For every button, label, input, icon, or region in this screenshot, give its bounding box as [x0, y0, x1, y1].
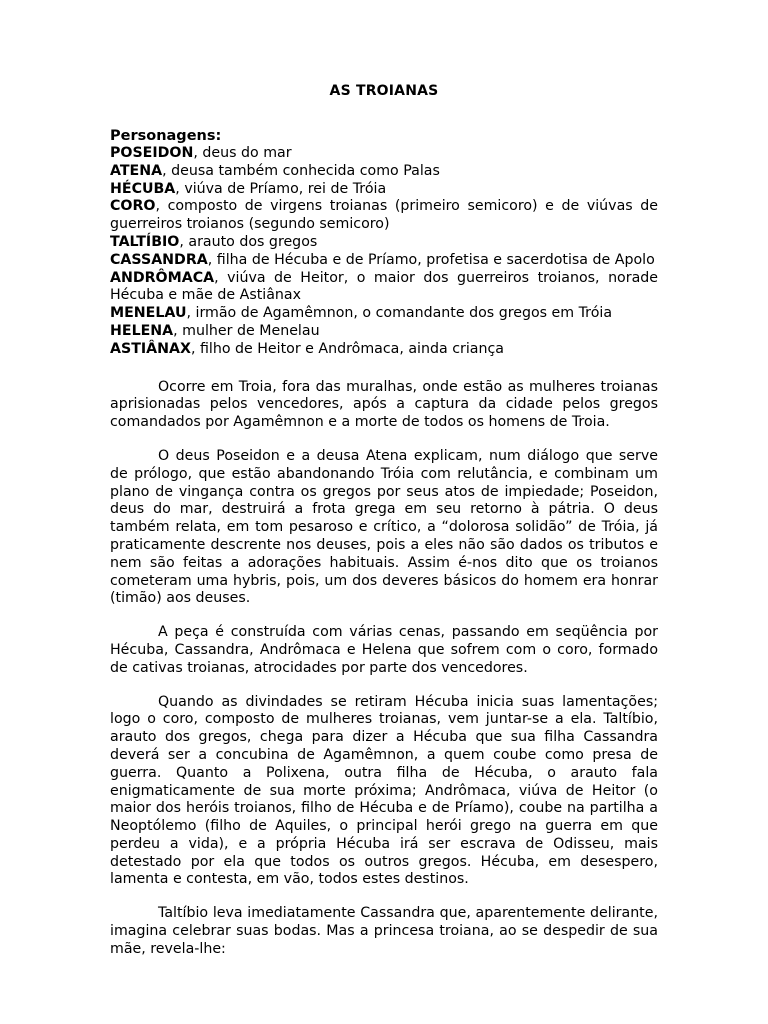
character-description: , arauto dos gregos	[179, 233, 318, 250]
character-description: , mulher de Menelau	[173, 322, 320, 339]
character-description: , filha de Hécuba e de Príamo, profetisa e sacerdotisa de Apolo	[207, 251, 655, 268]
character-name: HELENA	[110, 322, 174, 339]
character-entry	[110, 145, 658, 163]
characters-heading: Personagens:	[110, 128, 222, 144]
character-entry	[110, 305, 658, 323]
character-entry	[110, 252, 658, 270]
body-paragraph: Quando as divindades se retiram Hécuba inicia suas lamentações; logo o coro, composto de mulheres troianas, vem juntar-se a ela. Taltíbio, arauto dos gregos, chega para dizer a Hécuba que sua filha Cassandra deverá ser a concubina de Agamêmnon, a quem coube como presa de guerra. Quanto a Polixena, outra filha de Hécuba, o arauto fala enigmaticamente de sua morte próxima; Andrômaca, viúva de Heitor (o maior dos heróis troianos, filho de Hécuba e de Príamo), coube na partilha a Neoptólemo (filho de Aquiles, o principal herói grego na guerra em que perdeu a vida), e a própria Hécuba irá ser escrava de Odisseu, mais detestado por ela que todos os outros gregos. Hécuba, em desespero, lamenta e contesta, em vão, todos estes destinos.	[110, 693, 658, 888]
character-entry	[110, 163, 658, 181]
character-entry	[110, 270, 658, 306]
character-description: , viúva de Príamo, rei de Tróia	[175, 180, 387, 197]
character-name: CORO	[110, 198, 156, 215]
characters-list	[110, 145, 658, 359]
character-name: ANDRÔMACA	[110, 269, 215, 286]
character-description: , composto de virgens troianas (primeiro semicoro) e de viúvas de guerreiros troianos (segundo semicoro)	[110, 198, 658, 233]
character-description: , deus do mar	[193, 145, 292, 161]
body-paragraph: A peça é construída com várias cenas, passando em seqüência por Hécuba, Cassandra, Andrômaca e Helena que sofrem com o coro, formado de cativas troianas, atrocidades por parte dos vencedores.	[110, 624, 658, 676]
document-title: AS TROIANAS	[329, 83, 439, 99]
character-entry	[110, 341, 658, 359]
body-paragraph: O deus Poseidon e a deusa Atena explicam, num diálogo que serve de prólogo, que estão abandonando Tróia com relutância, e combinam um plano de vingança contra os gregos por seus atos de impiedade; Poseidon, deus do mar, destruirá a frota grega em seu retorno à pátria. O deus também relata, em tom pesaroso e crítico, a “dolorosa solidão” de Tróia, já praticamente descrente nos deuses, pois a eles não são dados os tributos e nem são feitas a adorações habituais. Assim é-nos dito que os troianos cometeram uma hybris, pois, um dos deveres básicos do homem era honrar (timão) aos deuses.	[110, 447, 658, 607]
character-name: CASSANDRA	[110, 251, 208, 268]
character-entry	[110, 234, 658, 252]
character-entry	[110, 198, 658, 234]
character-name: MENELAU	[110, 305, 187, 322]
character-description: , deusa também conhecida como Palas	[162, 162, 440, 179]
character-description: , filho de Heitor e Andrômaca, ainda criança	[190, 340, 504, 357]
character-description: , irmão de Agamêmnon, o comandante dos gregos em Tróia	[186, 305, 613, 322]
character-entry	[110, 323, 658, 341]
character-name: ATENA	[110, 162, 163, 179]
body-paragraph: Ocorre em Troia, fora das muralhas, onde estão as mulheres troianas aprisionadas pelos vencedores, após a captura da cidade pelos gregos comandados por Agamêmnon e a morte de todos os homens de Troia.	[110, 378, 658, 431]
character-name: HÉCUBA	[110, 180, 176, 197]
body-paragraph: Taltíbio leva imediatamente Cassandra que, aparentemente delirante, imagina celebrar suas bodas. Mas a princesa troiana, ao se despedir de sua mãe, revela-lhe:	[110, 905, 658, 957]
character-name: ASTIÂNAX	[110, 340, 191, 357]
character-name: POSEIDON	[110, 145, 194, 161]
character-name: TALTÍBIO	[110, 233, 180, 250]
character-description: , viúva de Heitor, o maior dos guerreiros troianos, norade Hécuba e mãe de Astiânax	[110, 269, 658, 304]
character-entry	[110, 181, 658, 199]
